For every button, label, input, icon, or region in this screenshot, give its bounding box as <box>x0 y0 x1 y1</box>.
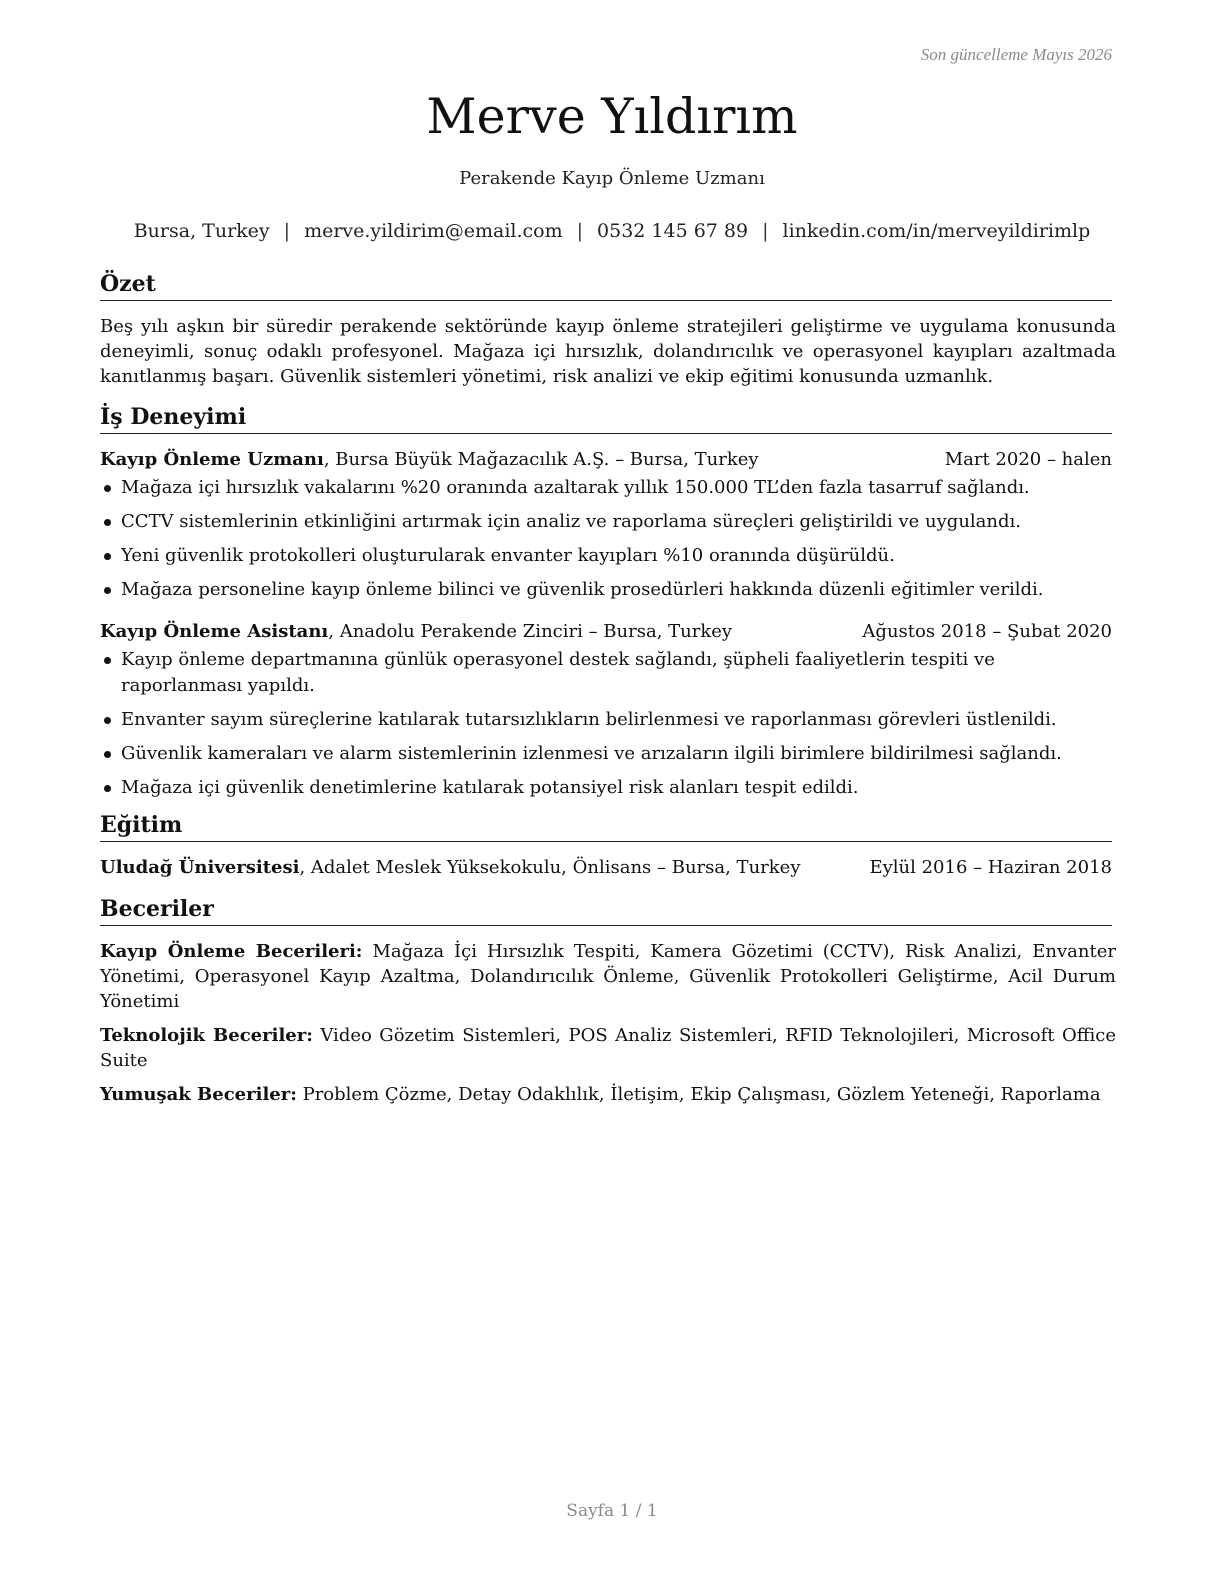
skills-list <box>100 939 1116 1107</box>
page-number: Sayfa 1 / 1 <box>566 1501 658 1521</box>
experience-heading: İş Deneyimi <box>100 403 1112 434</box>
education-school: Uludağ Üniversitesi <box>100 857 300 878</box>
job-bullets <box>100 475 1116 603</box>
contact-email[interactable]: merve.yildirim@email.com <box>304 220 563 242</box>
contact-location: Bursa, Turkey <box>133 220 270 242</box>
skills-heading: Beceriler <box>100 895 1112 926</box>
bullet-item: Mağaza içi güvenlik denetimlerine katılarak potansiyel risk alanları tespit edildi. <box>100 775 1116 801</box>
skills-section <box>100 895 1116 1107</box>
job-entry <box>100 447 1116 603</box>
bullet-item: Envanter sayım süreçlerine katılarak tutarsızlıkların belirlenmesi ve raporlanması görevleri üstlenildi. <box>100 707 1116 733</box>
contact-separator: | <box>283 220 291 242</box>
contact-phone[interactable]: 0532 145 67 89 <box>597 220 749 242</box>
experience-section <box>100 403 1116 801</box>
contact-line <box>0 220 1224 242</box>
education-details: , Adalet Meslek Yüksekokulu, Önlisans – Bursa, Turkey <box>299 857 801 878</box>
job-company: , Anadolu Perakende Zinciri – Bursa, Turkey <box>328 621 733 642</box>
job-role: Kayıp Önleme Uzmanı <box>100 449 324 470</box>
candidate-name: Merve Yıldırım <box>426 88 798 145</box>
skill-group-items: Problem Çözme, Detay Odaklılık, İletişim, Ekip Çalışması, Gözlem Yeteneği, Raporlama <box>302 1084 1101 1105</box>
contact-separator: | <box>762 220 769 242</box>
summary-text: Beş yılı aşkın bir süredir perakende sektöründe kayıp önleme stratejileri geliştirme ve uygulama konusunda deneyimli, sonuç odaklı profesyonel. Mağaza içi hırsızlık, dolandırıcılık ve operasyonel kayıpları azaltmada kanıtlanmış başarı. Güvenlik sistemleri yönetimi, risk analizi ve ekip eğitimi konusunda uzmanlık. <box>100 316 1116 387</box>
summary-heading: Özet <box>100 270 1112 301</box>
skill-group <box>100 939 1116 1014</box>
skill-group-label: Yumuşak Beceriler: <box>100 1084 297 1105</box>
job-header <box>100 447 1112 473</box>
bullet-item: Yeni güvenlik protokolleri oluşturularak envanter kayıpları %10 oranında düşürüldü. <box>100 543 1116 569</box>
contact-linkedin[interactable]: linkedin.com/in/merveyildirimlp <box>782 220 1091 242</box>
skill-group <box>100 1082 1116 1107</box>
education-dates: Eylül 2016 – Haziran 2018 <box>869 857 1112 878</box>
education-entry <box>100 855 1112 881</box>
bullet-item: Güvenlik kameraları ve alarm sistemlerinin izlenmesi ve arızaların ilgili birimlere bildirilmesi sağlandı. <box>100 741 1116 767</box>
bullet-item: Kayıp önleme departmanına günlük operasyonel destek sağlandı, şüpheli faaliyetlerin tespiti ve raporlanması yapıldı. <box>100 647 1116 699</box>
bullet-item: CCTV sistemlerinin etkinliğini artırmak için analiz ve raporlama süreçleri geliştirildi ve uygulandı. <box>100 509 1116 535</box>
education-heading: Eğitim <box>100 811 1112 842</box>
last-updated-note: Son güncelleme Mayıs 2026 <box>920 45 1112 64</box>
contact-separator: | <box>576 220 584 242</box>
job-role: Kayıp Önleme Asistanı <box>100 621 329 642</box>
summary-section <box>100 270 1116 389</box>
skill-group-label: Kayıp Önleme Becerileri: <box>100 941 363 962</box>
job-dates: Mart 2020 – halen <box>944 449 1112 470</box>
resume-body <box>100 270 1116 1116</box>
skill-group-items: Mağaza İçi Hırsızlık Tespiti, Kamera Gözetimi (CCTV), Risk Analizi, Envanter Yönetimi, Operasyonel Kayıp Azaltma, Dolandırıcılık Önleme, Güvenlik Protokolleri Geliştirme, Acil Durum Yönetimi <box>100 941 1116 1012</box>
job-entry <box>100 619 1116 801</box>
job-company: , Bursa Büyük Mağazacılık A.Ş. – Bursa, Turkey <box>323 449 759 470</box>
candidate-title: Perakende Kayıp Önleme Uzmanı <box>459 168 765 189</box>
job-dates: Ağustos 2018 – Şubat 2020 <box>862 621 1112 642</box>
bullet-item: Mağaza içi hırsızlık vakalarını %20 oranında azaltarak yıllık 150.000 TL’den fazla tasarruf sağlandı. <box>100 475 1116 501</box>
bullet-item: Mağaza personeline kayıp önleme bilinci ve güvenlik prosedürleri hakkında düzenli eğitimler verildi. <box>100 577 1116 603</box>
skill-group-items: Video Gözetim Sistemleri, POS Analiz Sistemleri, RFID Teknolojileri, Microsoft Office Suite <box>100 1025 1116 1071</box>
job-header <box>100 619 1112 645</box>
job-bullets <box>100 647 1116 801</box>
skill-group-label: Teknolojik Beceriler: <box>100 1025 313 1046</box>
skill-group <box>100 1023 1116 1073</box>
education-section <box>100 811 1116 881</box>
